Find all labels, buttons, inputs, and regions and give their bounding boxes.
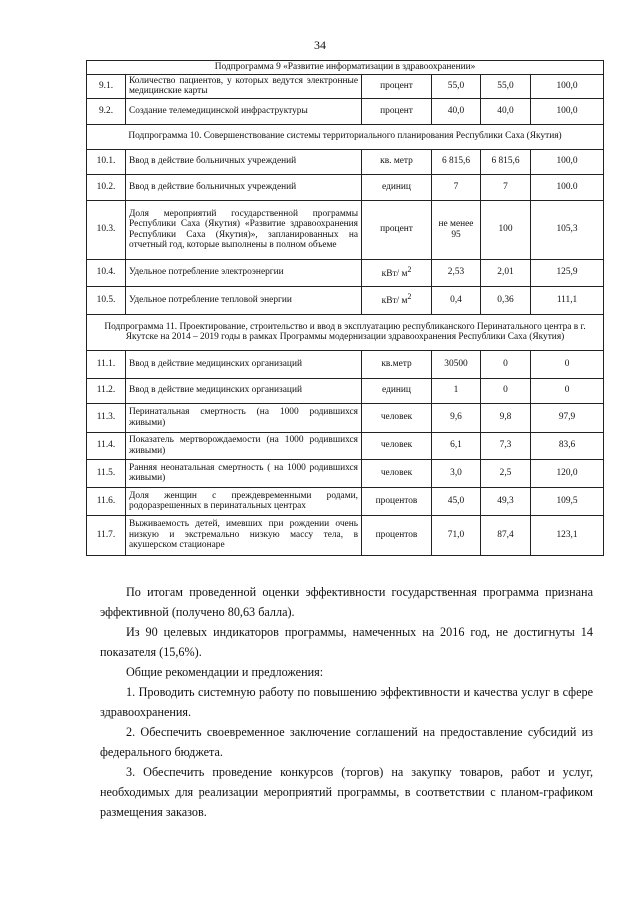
table-row — [87, 487, 604, 515]
plan-value: 45,0 — [432, 487, 481, 515]
unit-cell: процент — [362, 74, 432, 98]
actual-value: 9,8 — [481, 403, 531, 432]
row-number: 11.7. — [87, 515, 126, 555]
achievement-percent: 105,3 — [531, 200, 604, 259]
actual-value: 2,5 — [481, 459, 531, 487]
unit-exponent: 2 — [407, 292, 412, 302]
achievement-percent: 109,5 — [531, 487, 604, 515]
plan-value: 3,0 — [432, 459, 481, 487]
unit-cell — [362, 286, 432, 314]
achievement-percent: 0 — [531, 378, 604, 403]
row-number: 11.3. — [87, 403, 126, 432]
indicators-table — [86, 60, 604, 556]
achievement-percent: 125,9 — [531, 259, 604, 286]
achievement-percent: 100,0 — [531, 98, 604, 124]
plan-value: 6 815,6 — [432, 149, 481, 174]
unit-text: кВт/ м — [381, 268, 408, 279]
actual-value: 0 — [481, 378, 531, 403]
achievement-percent: 120,0 — [531, 459, 604, 487]
indicator-name: Количество пациентов, у которых ведутся электронные медицинские карты — [126, 74, 362, 98]
row-number: 11.2. — [87, 378, 126, 403]
paragraph: Общие рекомендации и предложения: — [126, 665, 324, 679]
subprogram-title: Подпрограмма 11. Проектирование, строительство и ввод в эксплуатацию республиканского Перинатального центра в г. Якутске на 2014 – 2019 годы в рамках Программы модернизации здравоохранения Республики Саха (Якутия) — [87, 314, 604, 350]
subprogram-title: Подпрограмма 10. Совершенствование системы территориального планирования Республики Саха (Якутия) — [87, 124, 604, 149]
indicator-name: Доля мероприятий государственной программы Республики Саха (Якутия) «Развитие здравоохранения Республики Саха (Якутия)», запланированных на отчетный год, которые выполнены в полном объеме — [126, 200, 362, 259]
indicator-name: Доля женщин с преждевременными родами, родоразрешенных в перинатальных центрах — [126, 487, 362, 515]
row-number: 10.3. — [87, 200, 126, 259]
unit-cell: процентов — [362, 515, 432, 555]
unit-cell: единиц — [362, 378, 432, 403]
unit-cell: процент — [362, 98, 432, 124]
achievement-percent: 0 — [531, 350, 604, 378]
table-row — [87, 350, 604, 378]
achievement-percent: 100,0 — [531, 149, 604, 174]
unit-exponent: 2 — [407, 264, 412, 274]
table-row — [87, 174, 604, 200]
indicator-name: Перинатальная смертность (на 1000 родившихся живыми) — [126, 403, 362, 432]
plan-value: 2,53 — [432, 259, 481, 286]
unit-cell: человек — [362, 403, 432, 432]
achievement-percent: 123,1 — [531, 515, 604, 555]
paragraph: По итогам проведенной оценки эффективности государственная программа признана эффективной (получено 80,63 балла). — [100, 585, 593, 619]
achievement-percent: 97,9 — [531, 403, 604, 432]
unit-cell: кв. метр — [362, 149, 432, 174]
unit-text: кВт/ м — [381, 296, 408, 307]
table-row — [87, 74, 604, 98]
table-row — [87, 459, 604, 487]
plan-value: 1 — [432, 378, 481, 403]
conclusions-text — [100, 582, 593, 822]
plan-value: 71,0 — [432, 515, 481, 555]
row-number: 9.2. — [87, 98, 126, 124]
unit-cell: человек — [362, 459, 432, 487]
row-number: 10.2. — [87, 174, 126, 200]
subprogram-header — [87, 124, 604, 149]
table-row — [87, 149, 604, 174]
table-row — [87, 200, 604, 259]
unit-cell: процент — [362, 200, 432, 259]
actual-value: 49,3 — [481, 487, 531, 515]
indicator-name: Выживаемость детей, имевших при рождении очень низкую и экстремально низкую массу тела, в акушерском стационаре — [126, 515, 362, 555]
table-row — [87, 432, 604, 459]
paragraph: 3. Обеспечить проведение конкурсов (торгов) на закупку товаров, работ и услуг, необходимых для реализации мероприятий программы, в соответствии с планом-графиком размещения заказов. — [100, 765, 593, 819]
indicator-name: Ввод в действие больничных учреждений — [126, 174, 362, 200]
actual-value: 87,4 — [481, 515, 531, 555]
indicator-name: Ввод в действие медицинских организаций — [126, 350, 362, 378]
unit-cell: кв.метр — [362, 350, 432, 378]
actual-value: 6 815,6 — [481, 149, 531, 174]
indicator-name: Показатель мертворождаемости (на 1000 родившихся живыми) — [126, 432, 362, 459]
row-number: 10.5. — [87, 286, 126, 314]
row-number: 10.4. — [87, 259, 126, 286]
plan-value: 6,1 — [432, 432, 481, 459]
actual-value: 7 — [481, 174, 531, 200]
row-number: 11.4. — [87, 432, 126, 459]
plan-value: 40,0 — [432, 98, 481, 124]
plan-value: не менее 95 — [432, 200, 481, 259]
row-number: 11.5. — [87, 459, 126, 487]
paragraph: 2. Обеспечить своевременное заключение соглашений на предоставление субсидий из федерального бюджета. — [100, 725, 593, 759]
plan-value: 30500 — [432, 350, 481, 378]
paragraph: Из 90 целевых индикаторов программы, намеченных на 2016 год, не достигнуты 14 показателя (15,6%). — [100, 625, 593, 659]
table-row — [87, 286, 604, 314]
paragraph: 1. Проводить системную работу по повышению эффективности и качества услуг в сфере здравоохранения. — [100, 685, 593, 719]
actual-value: 100 — [481, 200, 531, 259]
plan-value: 0,4 — [432, 286, 481, 314]
achievement-percent: 100.0 — [531, 174, 604, 200]
indicator-name: Ввод в действие медицинских организаций — [126, 378, 362, 403]
indicator-name: Удельное потребление тепловой энергии — [126, 286, 362, 314]
indicator-name: Ввод в действие больничных учреждений — [126, 149, 362, 174]
indicator-name: Ранняя неонатальная смертность ( на 1000 родившихся живыми) — [126, 459, 362, 487]
plan-value: 7 — [432, 174, 481, 200]
page-number: 34 — [314, 38, 326, 52]
row-number: 9.1. — [87, 74, 126, 98]
actual-value: 7,3 — [481, 432, 531, 459]
unit-cell — [362, 259, 432, 286]
actual-value: 55,0 — [481, 74, 531, 98]
table-row — [87, 515, 604, 555]
actual-value: 0 — [481, 350, 531, 378]
indicator-name: Удельное потребление электроэнергии — [126, 259, 362, 286]
achievement-percent: 111,1 — [531, 286, 604, 314]
unit-cell: процентов — [362, 487, 432, 515]
achievement-percent: 83,6 — [531, 432, 604, 459]
unit-cell: человек — [362, 432, 432, 459]
subprogram-header — [87, 314, 604, 350]
row-number: 11.1. — [87, 350, 126, 378]
actual-value: 40,0 — [481, 98, 531, 124]
subprogram-header — [87, 61, 604, 75]
indicators-table-body — [87, 61, 604, 556]
unit-cell: единиц — [362, 174, 432, 200]
row-number: 10.1. — [87, 149, 126, 174]
plan-value: 9,6 — [432, 403, 481, 432]
row-number: 11.6. — [87, 487, 126, 515]
plan-value: 55,0 — [432, 74, 481, 98]
achievement-percent: 100,0 — [531, 74, 604, 98]
table-row — [87, 98, 604, 124]
indicator-name: Создание телемедицинской инфраструктуры — [126, 98, 362, 124]
table-row — [87, 403, 604, 432]
actual-value: 0,36 — [481, 286, 531, 314]
table-row — [87, 259, 604, 286]
table-row — [87, 378, 604, 403]
actual-value: 2,01 — [481, 259, 531, 286]
subprogram-title: Подпрограмма 9 «Развитие информатизации в здравоохранении» — [87, 61, 604, 75]
